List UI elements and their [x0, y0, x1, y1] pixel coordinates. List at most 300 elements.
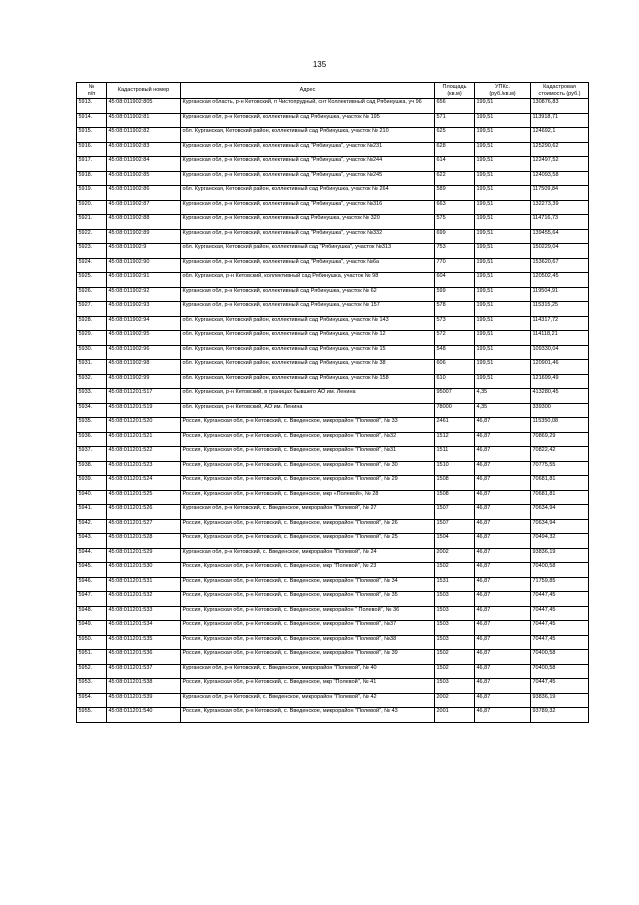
address: обл. Курганская, Кетовский район, коллективный сад Рябинушка, участок № 264	[181, 186, 435, 201]
header-address: Адрес	[181, 83, 435, 99]
address: Курганская обл, р-н Кетовский, коллективный сад "Рябинушка", участок №332	[181, 229, 435, 244]
row-number: 5914.	[77, 113, 107, 128]
upks: 46,87	[475, 476, 531, 491]
address: Курганская обл, р-н Кетовский, коллективный сад Рябинушка, участок № 320	[181, 215, 435, 230]
cadastral-number: 45:08:011902:90	[107, 258, 181, 273]
cadastral-number: 45:08:011201:517	[107, 389, 181, 404]
cadastral-number: 45:08:011201:530	[107, 563, 181, 578]
area: 589	[435, 186, 475, 201]
area: 1504	[435, 534, 475, 549]
row-number: 5915.	[77, 128, 107, 143]
area: 1503	[435, 621, 475, 636]
cadastral-number: 45:08:011902:88	[107, 215, 181, 230]
table-row	[77, 461, 589, 476]
row-number: 5952.	[77, 664, 107, 679]
upks: 46,87	[475, 679, 531, 694]
cadastral-number: 45:08:011902:84	[107, 157, 181, 172]
upks: 46,87	[475, 461, 531, 476]
area: 572	[435, 331, 475, 346]
table-row	[77, 345, 589, 360]
cadastral-number: 45:08:011902:86	[107, 186, 181, 201]
upks: 199,51	[475, 273, 531, 288]
cadastral-value: 150229,04	[531, 244, 589, 259]
area: 614	[435, 157, 475, 172]
table-row	[77, 519, 589, 534]
cadastral-value: 70447,45	[531, 635, 589, 650]
address: Курганская обл, р-н Кетовский, коллективный сад "Рябинушка", участок №6а	[181, 258, 435, 273]
area: 2461	[435, 418, 475, 433]
upks: 199,51	[475, 171, 531, 186]
cadastral-value: 93836,19	[531, 693, 589, 708]
area: 2002	[435, 693, 475, 708]
row-number: 5934.	[77, 403, 107, 418]
address: Курганская обл, р-н Кетовский, коллективный сад "Рябинушка", участок №245	[181, 171, 435, 186]
area: 656	[435, 99, 475, 114]
cadastral-value: 70400,58	[531, 664, 589, 679]
row-number: 5922.	[77, 229, 107, 244]
cadastral-number: 45:08:011902:96	[107, 345, 181, 360]
row-number: 5951.	[77, 650, 107, 665]
cadastral-number: 45:08:011902:95	[107, 331, 181, 346]
area: 1503	[435, 592, 475, 607]
address: обл. Курганская, Кетовский район, коллективный сад Рябинушка, участок № 38	[181, 360, 435, 375]
area: 753	[435, 244, 475, 259]
cadastral-value: 109330,04	[531, 345, 589, 360]
area: 770	[435, 258, 475, 273]
row-number: 5928.	[77, 316, 107, 331]
area: 1502	[435, 650, 475, 665]
address: Россия, Курганская обл, р-н Кетовский, с. Введенское, микрорайон "Полевой", № 35	[181, 592, 435, 607]
cadastral-number: 45:08:011201:532	[107, 592, 181, 607]
upks: 46,87	[475, 505, 531, 520]
row-number: 5949.	[77, 621, 107, 636]
upks: 199,51	[475, 113, 531, 128]
table-row	[77, 476, 589, 491]
row-number: 5938.	[77, 461, 107, 476]
area: 610	[435, 374, 475, 389]
header-cadastral-value: Кадастровая стоимость (руб.)	[531, 83, 589, 99]
upks: 46,87	[475, 708, 531, 723]
upks: 4,35	[475, 389, 531, 404]
header-number: № п/п	[77, 83, 107, 99]
table-row	[77, 142, 589, 157]
cadastral-value: 124093,58	[531, 171, 589, 186]
row-number: 5927.	[77, 302, 107, 317]
address: Курганская обл, р-н Кетовский, с. Введенское, микрорайон "Полевой", № 42	[181, 693, 435, 708]
cadastral-number: 45:08:011902:805	[107, 99, 181, 114]
row-number: 5939.	[77, 476, 107, 491]
header-area: Площадь (кв.м)	[435, 83, 475, 99]
row-number: 5935.	[77, 418, 107, 433]
upks: 199,51	[475, 374, 531, 389]
cadastral-value: 125290,62	[531, 142, 589, 157]
row-number: 5932.	[77, 374, 107, 389]
cadastral-value: 114118,21	[531, 331, 589, 346]
cadastral-number: 45:08:011201:536	[107, 650, 181, 665]
address: обл. Курганская, р-н Кетовский, АО им. Ленина	[181, 403, 435, 418]
cadastral-number: 45:08:011201:526	[107, 505, 181, 520]
row-number: 5916.	[77, 142, 107, 157]
cadastral-value: 120901,46	[531, 360, 589, 375]
cadastral-value: 70494,32	[531, 534, 589, 549]
table-row	[77, 447, 589, 462]
area: 1512	[435, 432, 475, 447]
cadastral-number: 45:08:011902:98	[107, 360, 181, 375]
cadastral-number: 45:08:011201:524	[107, 476, 181, 491]
cadastral-value: 70400,58	[531, 563, 589, 578]
area: 606	[435, 360, 475, 375]
upks: 199,51	[475, 142, 531, 157]
area: 625	[435, 128, 475, 143]
address: Россия, Курганская обл, р-н Кетовский, с. Введенское, микрорайон "Полевой", № 33	[181, 418, 435, 433]
area: 1503	[435, 635, 475, 650]
table-row	[77, 389, 589, 404]
address: Россия, Курганская обл, р-н Кетовский, с. Введенское, микрорайон "Полевой", № 29	[181, 476, 435, 491]
row-number: 5933.	[77, 389, 107, 404]
row-number: 5926.	[77, 287, 107, 302]
cadastral-value: 93836,19	[531, 548, 589, 563]
address: обл. Курганская, р-н Кетовский, в границах бывшего АО им. Ленина	[181, 389, 435, 404]
table-row	[77, 113, 589, 128]
table-row	[77, 316, 589, 331]
cadastral-number: 45:08:011902:83	[107, 142, 181, 157]
address: Россия, Курганская обл, р-н Кетовский, с. Введенское, микрорайон "Полевой", № 30	[181, 461, 435, 476]
cadastral-value: 124692,1	[531, 128, 589, 143]
upks: 46,87	[475, 563, 531, 578]
upks: 46,87	[475, 592, 531, 607]
header-cadastral-number: Кадастровый номер	[107, 83, 181, 99]
cadastral-value: 119504,91	[531, 287, 589, 302]
area: 1508	[435, 476, 475, 491]
upks: 199,51	[475, 331, 531, 346]
address: Россия, Курганская обл, р-н Кетовский, с. Введенское, мкр «Полевой», № 28	[181, 490, 435, 505]
row-number: 5943.	[77, 534, 107, 549]
address: Россия, Курганская обл, р-н Кетовский, с. Введенское, микрорайон "Полевой", №37	[181, 621, 435, 636]
area: 95007	[435, 389, 475, 404]
area: 1508	[435, 490, 475, 505]
cadastral-value: 115350,08	[531, 418, 589, 433]
table-row	[77, 171, 589, 186]
cadastral-number: 45:08:011902:85	[107, 171, 181, 186]
upks: 199,51	[475, 99, 531, 114]
cadastral-number: 45:08:011201:533	[107, 606, 181, 621]
cadastral-number: 45:08:011201:522	[107, 447, 181, 462]
cadastral-value: 70869,29	[531, 432, 589, 447]
area: 1502	[435, 563, 475, 578]
cadastral-number: 45:08:011201:531	[107, 577, 181, 592]
table-row	[77, 128, 589, 143]
table-row	[77, 708, 589, 723]
table-row	[77, 534, 589, 549]
cadastral-value: 120502,45	[531, 273, 589, 288]
row-number: 5955.	[77, 708, 107, 723]
cadastral-number: 45:08:011201:537	[107, 664, 181, 679]
row-number: 5930.	[77, 345, 107, 360]
upks: 46,87	[475, 490, 531, 505]
cadastral-number: 45:08:011201:538	[107, 679, 181, 694]
row-number: 5950.	[77, 635, 107, 650]
row-number: 5942.	[77, 519, 107, 534]
table-row	[77, 679, 589, 694]
area: 599	[435, 287, 475, 302]
cadastral-number: 45:08:011902:81	[107, 113, 181, 128]
cadastral-value: 70447,45	[531, 606, 589, 621]
row-number: 5917.	[77, 157, 107, 172]
cadastral-number: 45:08:011201:521	[107, 432, 181, 447]
area: 1503	[435, 606, 475, 621]
row-number: 5946.	[77, 577, 107, 592]
table-row	[77, 635, 589, 650]
cadastral-value: 70775,55	[531, 461, 589, 476]
cadastral-value: 114716,73	[531, 215, 589, 230]
cadastral-value: 122497,52	[531, 157, 589, 172]
table-row	[77, 563, 589, 578]
upks: 199,51	[475, 157, 531, 172]
row-number: 5929.	[77, 331, 107, 346]
address: Курганская обл, р-н Кетовский, коллективный сад "Рябинушка", участок №316	[181, 200, 435, 215]
row-number: 5954.	[77, 693, 107, 708]
area: 1507	[435, 505, 475, 520]
address: обл. Курганская, Кетовский район, коллективный сад "Рябинушка", участок №313	[181, 244, 435, 259]
upks: 199,51	[475, 229, 531, 244]
table-row	[77, 432, 589, 447]
cadastral-value: 139455,64	[531, 229, 589, 244]
cadastral-value: 70447,45	[531, 592, 589, 607]
cadastral-number: 45:08:011201:535	[107, 635, 181, 650]
address: Россия, Курганская обл, р-н Кетовский, с. Введенское, микрорайон "Полевой", № 34	[181, 577, 435, 592]
address: Курганская обл, р-н Кетовский, с. Введенское, микрорайон "Полевой", № 27	[181, 505, 435, 520]
area: 548	[435, 345, 475, 360]
cadastral-value: 93789,32	[531, 708, 589, 723]
cadastral-value: 115315,25	[531, 302, 589, 317]
table-row	[77, 505, 589, 520]
area: 628	[435, 142, 475, 157]
row-number: 5920.	[77, 200, 107, 215]
table-row	[77, 577, 589, 592]
upks: 199,51	[475, 360, 531, 375]
address: обл. Курганская, р-н Кетовский, коллективный сад Рябинушка, участок № 98	[181, 273, 435, 288]
address: Курганская обл, р-н Кетовский, коллективный сад Рябинушка, участок № 157	[181, 302, 435, 317]
area: 575	[435, 215, 475, 230]
upks: 199,51	[475, 345, 531, 360]
cadastral-number: 45:08:011201:528	[107, 534, 181, 549]
address: Курганская обл, р-н Кетовский, коллективный сад "Рябинушка", участок №231	[181, 142, 435, 157]
address: Россия, Курганская обл, р-н Кетовский, с. Введенское, микрорайон "Полевой", №31	[181, 447, 435, 462]
address: обл. Курганская, Кетовский район, коллективный сад Рябинушка, участок № 143	[181, 316, 435, 331]
address: Курганская обл, р-н Кетовский, с. Введенское, микрорайон "Полевой", № 40	[181, 664, 435, 679]
area: 1502	[435, 664, 475, 679]
address: обл. Курганская, Кетовский район, коллективный сад Рябинушка, участок № 210	[181, 128, 435, 143]
cadastral-value: 114317,72	[531, 316, 589, 331]
area: 573	[435, 316, 475, 331]
area: 1503	[435, 679, 475, 694]
table-row	[77, 273, 589, 288]
address: Россия, Курганская обл, р-н Кетовский, с. Введенское, микрорайон "Полевой", № 26	[181, 519, 435, 534]
address: Россия, Курганская обл, р-н Кетовский, с. Введенское, микрорайон "Полевой", №32	[181, 432, 435, 447]
upks: 199,51	[475, 316, 531, 331]
upks: 199,51	[475, 200, 531, 215]
table-header-row	[77, 83, 589, 99]
cadastral-value: 70681,81	[531, 490, 589, 505]
cadastral-value: 70634,94	[531, 505, 589, 520]
table-row	[77, 621, 589, 636]
cadastral-number: 45:08:011902:89	[107, 229, 181, 244]
cadastral-number: 45:08:011902:94	[107, 316, 181, 331]
row-number: 5918.	[77, 171, 107, 186]
cadastral-number: 45:08:011902:92	[107, 287, 181, 302]
cadastral-value: 70634,94	[531, 519, 589, 534]
area: 2001	[435, 708, 475, 723]
upks: 199,51	[475, 128, 531, 143]
area: 78000	[435, 403, 475, 418]
upks: 46,87	[475, 548, 531, 563]
upks: 46,87	[475, 418, 531, 433]
upks: 199,51	[475, 302, 531, 317]
table-row	[77, 664, 589, 679]
cadastral-value: 70447,45	[531, 679, 589, 694]
upks: 46,87	[475, 621, 531, 636]
row-number: 5947.	[77, 592, 107, 607]
area: 578	[435, 302, 475, 317]
upks: 46,87	[475, 693, 531, 708]
row-number: 5936.	[77, 432, 107, 447]
area: 1507	[435, 519, 475, 534]
address: Россия, Курганская обл, р-н Кетовский, с. Введенское, микрорайон "Полевой", № 39	[181, 650, 435, 665]
cadastral-value: 153620,67	[531, 258, 589, 273]
address: Курганская обл, р-н Кетовский, коллективный сад "Рябинушка", участок №244	[181, 157, 435, 172]
table-row	[77, 418, 589, 433]
row-number: 5940.	[77, 490, 107, 505]
cadastral-number: 45:08:011902:9	[107, 244, 181, 259]
upks: 199,51	[475, 215, 531, 230]
table-row	[77, 186, 589, 201]
cadastral-number: 45:08:011201:523	[107, 461, 181, 476]
table-row	[77, 99, 589, 114]
cadastral-number: 45:08:011201:534	[107, 621, 181, 636]
cadastral-number: 45:08:011201:527	[107, 519, 181, 534]
table-row	[77, 650, 589, 665]
upks: 199,51	[475, 186, 531, 201]
cadastral-number: 45:08:011201:539	[107, 693, 181, 708]
row-number: 5919.	[77, 186, 107, 201]
address: Россия, Курганская обл, р-н Кетовский, с. Введенское, микрорайон "Полевой", № 25	[181, 534, 435, 549]
table-row	[77, 215, 589, 230]
cadastral-value: 113918,71	[531, 113, 589, 128]
address: Россия, Курганская обл, р-н Кетовский, с. Введенское, мкр "Полевой", № 41	[181, 679, 435, 694]
cadastral-value: 339300	[531, 403, 589, 418]
table-row	[77, 200, 589, 215]
area: 1511	[435, 447, 475, 462]
page-number: 135	[312, 60, 327, 69]
table-row	[77, 258, 589, 273]
table-row	[77, 287, 589, 302]
cadastral-value: 117509,84	[531, 186, 589, 201]
cadastral-value: 70822,42	[531, 447, 589, 462]
cadastral-number: 45:08:011201:519	[107, 403, 181, 418]
upks: 4,35	[475, 403, 531, 418]
cadastral-table	[76, 82, 589, 723]
cadastral-value: 70447,45	[531, 621, 589, 636]
table-row	[77, 490, 589, 505]
cadastral-number: 45:08:011201:520	[107, 418, 181, 433]
table-row	[77, 374, 589, 389]
cadastral-value: 71759,85	[531, 577, 589, 592]
row-number: 5953.	[77, 679, 107, 694]
cadastral-value: 70681,81	[531, 476, 589, 491]
table-row	[77, 157, 589, 172]
cadastral-value: 121699,49	[531, 374, 589, 389]
cadastral-number: 45:08:011902:99	[107, 374, 181, 389]
address: Курганская обл, р-н Кетовский, с. Введенское, микрорайон "Полевой", № 24	[181, 548, 435, 563]
table-body	[77, 99, 589, 723]
area: 622	[435, 171, 475, 186]
upks: 46,87	[475, 534, 531, 549]
header-upks: УПКс. (руб./кв.м)	[475, 83, 531, 99]
address: обл. Курганская, Кетовский район, коллективный сад Рябинушка, участок № 158	[181, 374, 435, 389]
area: 1510	[435, 461, 475, 476]
table-row	[77, 331, 589, 346]
upks: 46,87	[475, 650, 531, 665]
upks: 46,87	[475, 432, 531, 447]
address: Россия, Курганская обл, р-н Кетовский, с. Введенское, микрорайон "Полевой", №38	[181, 635, 435, 650]
row-number: 5931.	[77, 360, 107, 375]
area: 604	[435, 273, 475, 288]
row-number: 5944.	[77, 548, 107, 563]
area: 571	[435, 113, 475, 128]
cadastral-number: 45:08:011201:529	[107, 548, 181, 563]
cadastral-number: 45:08:011201:525	[107, 490, 181, 505]
row-number: 5925.	[77, 273, 107, 288]
row-number: 5941.	[77, 505, 107, 520]
row-number: 5923.	[77, 244, 107, 259]
address: обл. Курганская, Кетовский район, коллективный сад Рябинушка, участок № 15	[181, 345, 435, 360]
upks: 46,87	[475, 577, 531, 592]
table-row	[77, 403, 589, 418]
cadastral-value: 70400,58	[531, 650, 589, 665]
cadastral-number: 45:08:011201:540	[107, 708, 181, 723]
upks: 46,87	[475, 606, 531, 621]
table-row	[77, 606, 589, 621]
cadastral-number: 45:08:011902:82	[107, 128, 181, 143]
address: Курганская область, р-н Кетовский, п Чистопрудный, снт Коллективный сад Рябинушка, уч 96	[181, 99, 435, 114]
cadastral-value: 413280,45	[531, 389, 589, 404]
table-row	[77, 229, 589, 244]
row-number: 5921.	[77, 215, 107, 230]
table-row	[77, 548, 589, 563]
upks: 46,87	[475, 447, 531, 462]
upks: 46,87	[475, 635, 531, 650]
cadastral-value: 132273,39	[531, 200, 589, 215]
address: Россия, Курганская обл, р-н Кетовский, с. Введенское, микрорайон "Полевой", № 43	[181, 708, 435, 723]
table-row	[77, 244, 589, 259]
address: Россия, Курганская обл, р-н Кетовский, с. Введенское, мкр "Полевой", № 23	[181, 563, 435, 578]
upks: 199,51	[475, 258, 531, 273]
upks: 46,87	[475, 664, 531, 679]
area: 2002	[435, 548, 475, 563]
row-number: 5948.	[77, 606, 107, 621]
upks: 199,51	[475, 244, 531, 259]
address: Курганская обл, р-н Кетовский, коллективный сад Рябинушка, участок № 195	[181, 113, 435, 128]
table-row	[77, 302, 589, 317]
cadastral-value: 130876,83	[531, 99, 589, 114]
address: Россия, Курганская обл, р-н Кетовский, с. Введенское, микрорайон " Полевой", № 36	[181, 606, 435, 621]
row-number: 5937.	[77, 447, 107, 462]
table-row	[77, 360, 589, 375]
cadastral-number: 45:08:011902:91	[107, 273, 181, 288]
upks: 46,87	[475, 519, 531, 534]
cadastral-number: 45:08:011902:87	[107, 200, 181, 215]
table-row	[77, 693, 589, 708]
